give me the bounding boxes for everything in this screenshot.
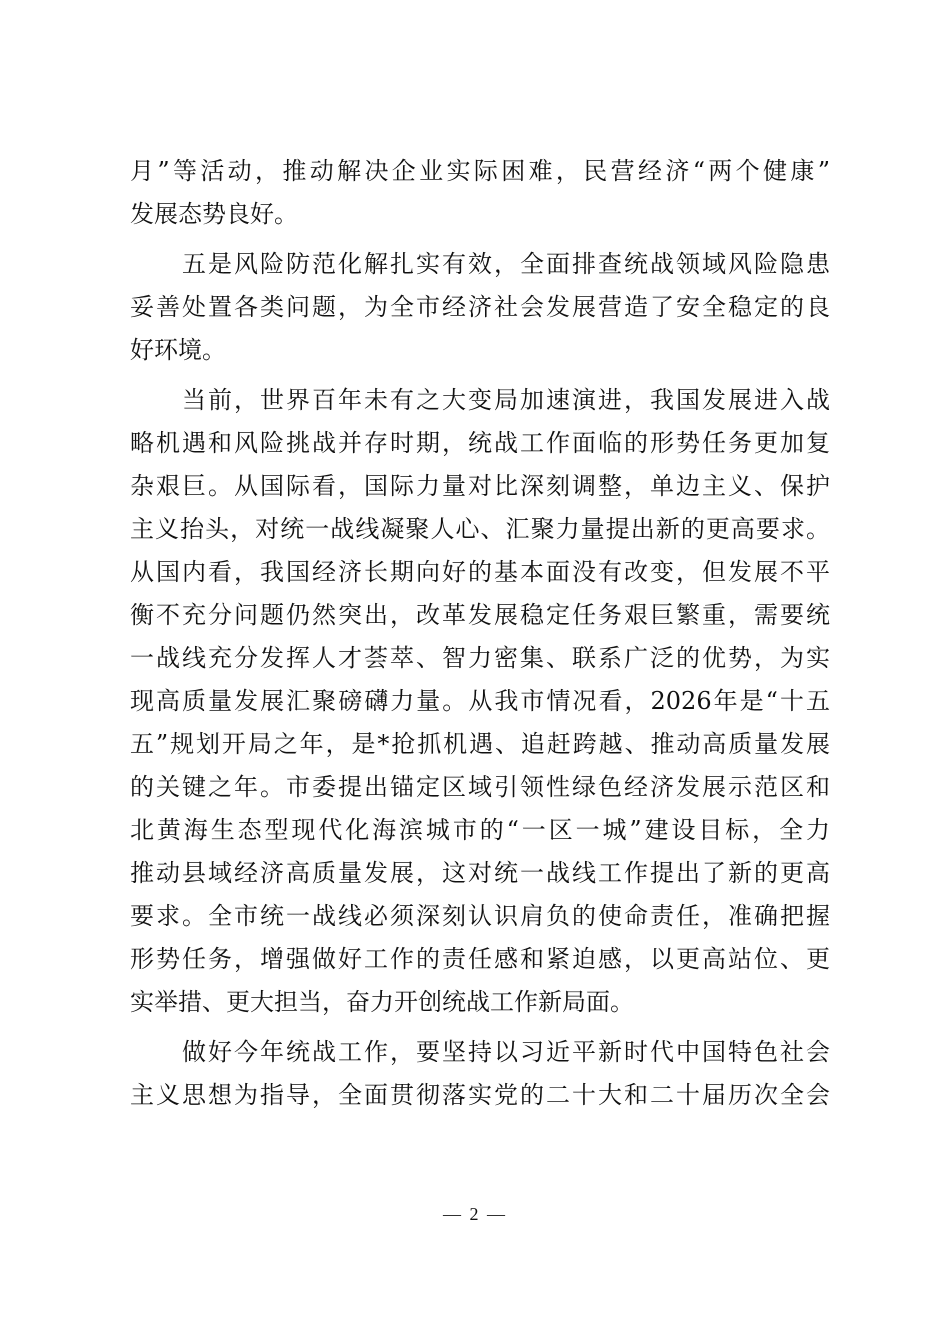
text-line: 发展态势良好。 xyxy=(130,200,298,228)
text-line: 从国内看，我国经济长期向好的基本面没有改变，但发展不平 xyxy=(130,558,830,586)
text-line: 现高质量发展汇聚磅礴力量。从我市情况看，2026年是“十五 xyxy=(130,687,830,715)
text-line: 好环境。 xyxy=(130,336,226,364)
text-line: 一战线充分发挥人才荟萃、智力密集、联系广泛的优势，为实 xyxy=(130,644,830,672)
text-line: 要求。全市统一战线必须深刻认识肩负的使命责任，准确把握 xyxy=(130,902,830,930)
text-line: 略机遇和风险挑战并存时期，统战工作面临的形势任务更加复 xyxy=(130,429,830,457)
text-line: 的关键之年。市委提出锚定区域引领性绿色经济发展示范区和 xyxy=(130,773,830,801)
text-line: 形势任务，增强做好工作的责任感和紧迫感，以更高站位、更 xyxy=(130,945,830,973)
text-line: 推动县域经济高质量发展，这对统一战线工作提出了新的更高 xyxy=(130,859,830,887)
text-line: 主义思想为指导，全面贯彻落实党的二十大和二十届历次全会 xyxy=(130,1081,830,1109)
document-body xyxy=(130,150,830,1117)
text-line: 北黄海生态型现代化海滨城市的“一区一城”建设目标，全力 xyxy=(130,816,830,844)
text-line: 杂艰巨。从国际看，国际力量对比深刻调整，单边主义、保护 xyxy=(130,472,830,500)
text-line: 月”等活动，推动解决企业实际困难，民营经济“两个健康” xyxy=(130,157,830,185)
text-line: 当前，世界百年未有之大变局加速演进，我国发展进入战 xyxy=(130,386,830,414)
text-line: 实举措、更大担当，奋力开创统战工作新局面。 xyxy=(130,988,634,1016)
text-line: 五”规划开局之年，是*抢抓机遇、追赶跨越、推动高质量发展 xyxy=(130,730,830,758)
page-number: — 2 — xyxy=(443,1204,507,1224)
text-line: 妥善处置各类问题，为全市经济社会发展营造了安全稳定的良 xyxy=(130,293,830,321)
text-line: 衡不充分问题仍然突出，改革发展稳定任务艰巨繁重，需要统 xyxy=(130,601,830,629)
text-line: 主义抬头，对统一战线凝聚人心、汇聚力量提出新的更高要求。 xyxy=(130,515,830,543)
text-line: 做好今年统战工作，要坚持以习近平新时代中国特色社会 xyxy=(130,1038,830,1066)
text-line: 五是风险防范化解扎实有效，全面排查统战领域风险隐患 xyxy=(130,250,830,278)
